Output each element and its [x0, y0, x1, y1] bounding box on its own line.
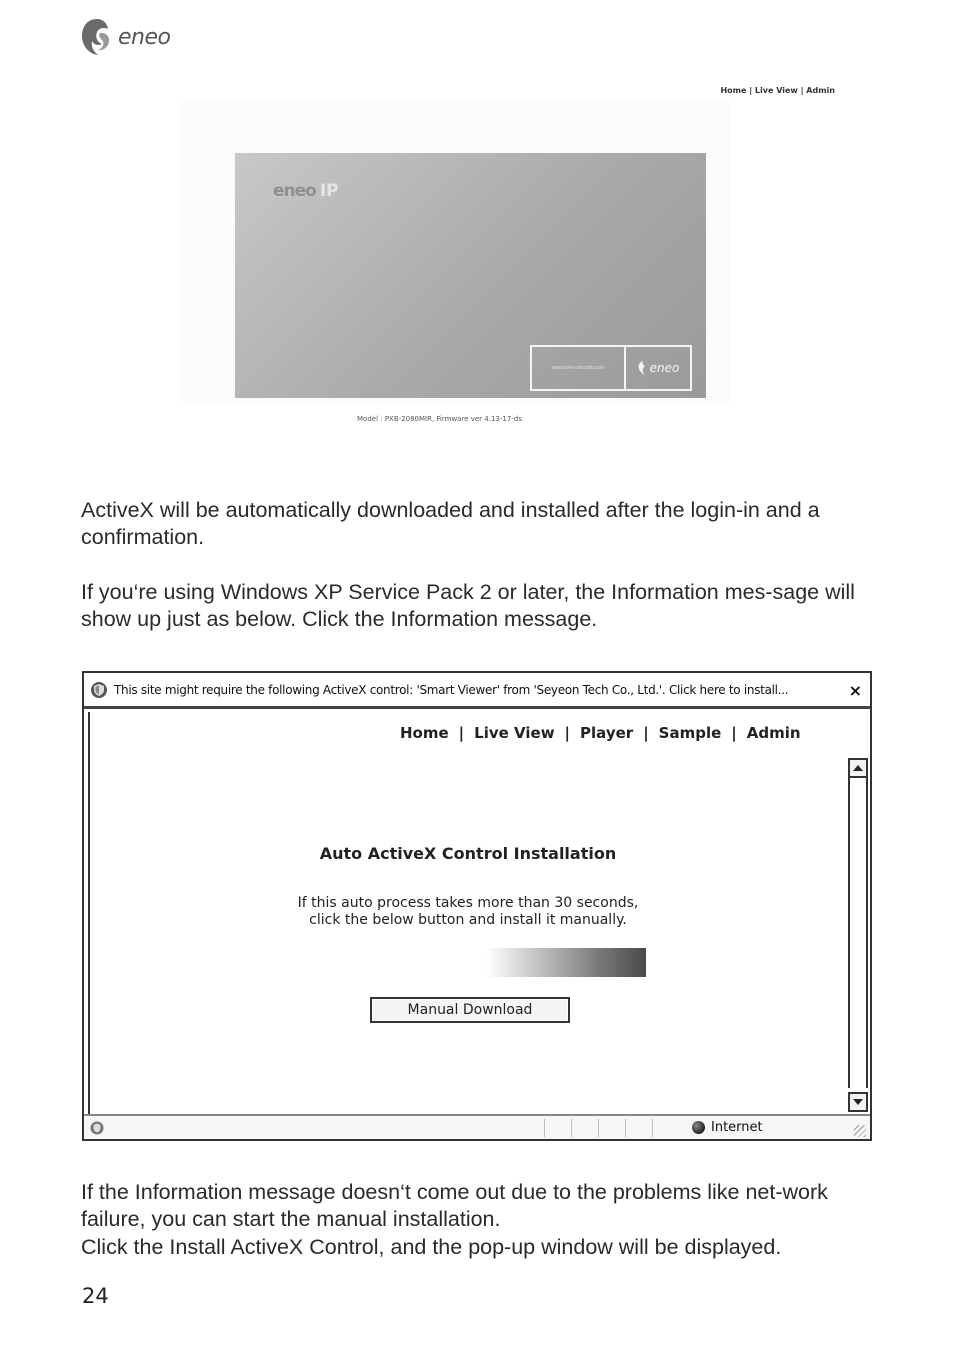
security-shield-icon	[90, 1121, 104, 1135]
splash-badge-wordmark: eneo	[649, 361, 680, 375]
nav-admin[interactable]: Admin	[746, 724, 801, 742]
splash-badge-url: www.eneo-security.com	[532, 347, 626, 389]
nav-home[interactable]: Home	[400, 724, 449, 742]
paragraph-install-activex: Click the Install ActiveX Control, and the pop-up window will be displayed.	[81, 1235, 782, 1259]
information-bar-message[interactable]: This site might require the following ActiveX control: 'Smart Viewer' from 'Seyeon Tech Co., Ltd.'. Click here to install...	[114, 682, 789, 697]
nav-live-view[interactable]: Live View	[474, 724, 555, 742]
note-line-2: click the below button and install it manually.	[309, 912, 627, 928]
activex-install-note	[90, 895, 846, 929]
eneo-logo-icon	[80, 17, 114, 57]
manual-download-button[interactable]: Manual Download	[370, 997, 570, 1023]
logo-wordmark: eneo	[118, 24, 171, 50]
security-zone-label: Internet	[711, 1120, 763, 1135]
model-firmware-line: Model : PXB-2080MIR, Firmware ver 4.13-17-ds	[357, 415, 522, 423]
camera-splash-panel	[235, 153, 706, 398]
nav-separator: |	[458, 724, 465, 742]
splash-brand	[273, 181, 339, 201]
nav-sample[interactable]: Sample	[658, 724, 722, 742]
shield-icon	[90, 681, 108, 699]
scroll-track[interactable]	[848, 778, 868, 1088]
paragraph-activex-auto: ActiveX will be automatically downloaded and installed after the login-in and a confirmation.	[81, 498, 820, 549]
install-progress-bar	[486, 948, 646, 977]
paragraph-xp-info: If you‘re using Windows XP Service Pack 2 or later, the Information mes-sage will show up just as below. Click the Information message.	[81, 580, 855, 631]
page-number: 24	[82, 1284, 109, 1308]
activex-install-heading: Auto ActiveX Control Installation	[319, 844, 617, 863]
nav-separator: |	[643, 724, 649, 742]
camera-nav	[400, 724, 801, 742]
nav-separator: |	[731, 724, 737, 742]
nav-separator: |	[564, 724, 571, 742]
information-bar[interactable]	[84, 673, 870, 709]
arrow-up-icon	[853, 765, 863, 771]
splash-brand-ip: IP	[319, 181, 339, 201]
eneo-logo	[80, 16, 190, 58]
globe-icon	[692, 1121, 705, 1134]
splash-badge	[530, 345, 692, 391]
scroll-up-button[interactable]	[848, 758, 868, 778]
status-bar	[84, 1114, 870, 1139]
nav-player[interactable]: Player	[580, 724, 634, 742]
camera-home-page	[180, 102, 730, 423]
browser-window-screenshot	[82, 671, 872, 1141]
splash-badge-mark	[626, 347, 690, 389]
eneo-mark-icon	[637, 360, 647, 376]
vertical-scrollbar[interactable]	[848, 758, 868, 1112]
resize-grip-icon[interactable]	[854, 1125, 866, 1137]
camera-home-screenshot	[180, 80, 845, 440]
close-icon[interactable]: ×	[848, 681, 862, 700]
browser-content	[88, 712, 866, 1114]
security-zone	[692, 1120, 763, 1135]
paragraph-manual-install: If the Information message doesn‘t come out due to the problems like net-work failure, you can start the manual installation.	[81, 1180, 828, 1231]
arrow-down-icon	[853, 1099, 863, 1105]
scroll-down-button[interactable]	[848, 1092, 868, 1112]
camera-home-nav: Home | Live View | Admin	[720, 86, 835, 95]
status-dividers	[544, 1119, 653, 1137]
splash-brand-eneo: eneo	[273, 181, 316, 201]
note-line-1: If this auto process takes more than 30 seconds,	[297, 895, 639, 911]
